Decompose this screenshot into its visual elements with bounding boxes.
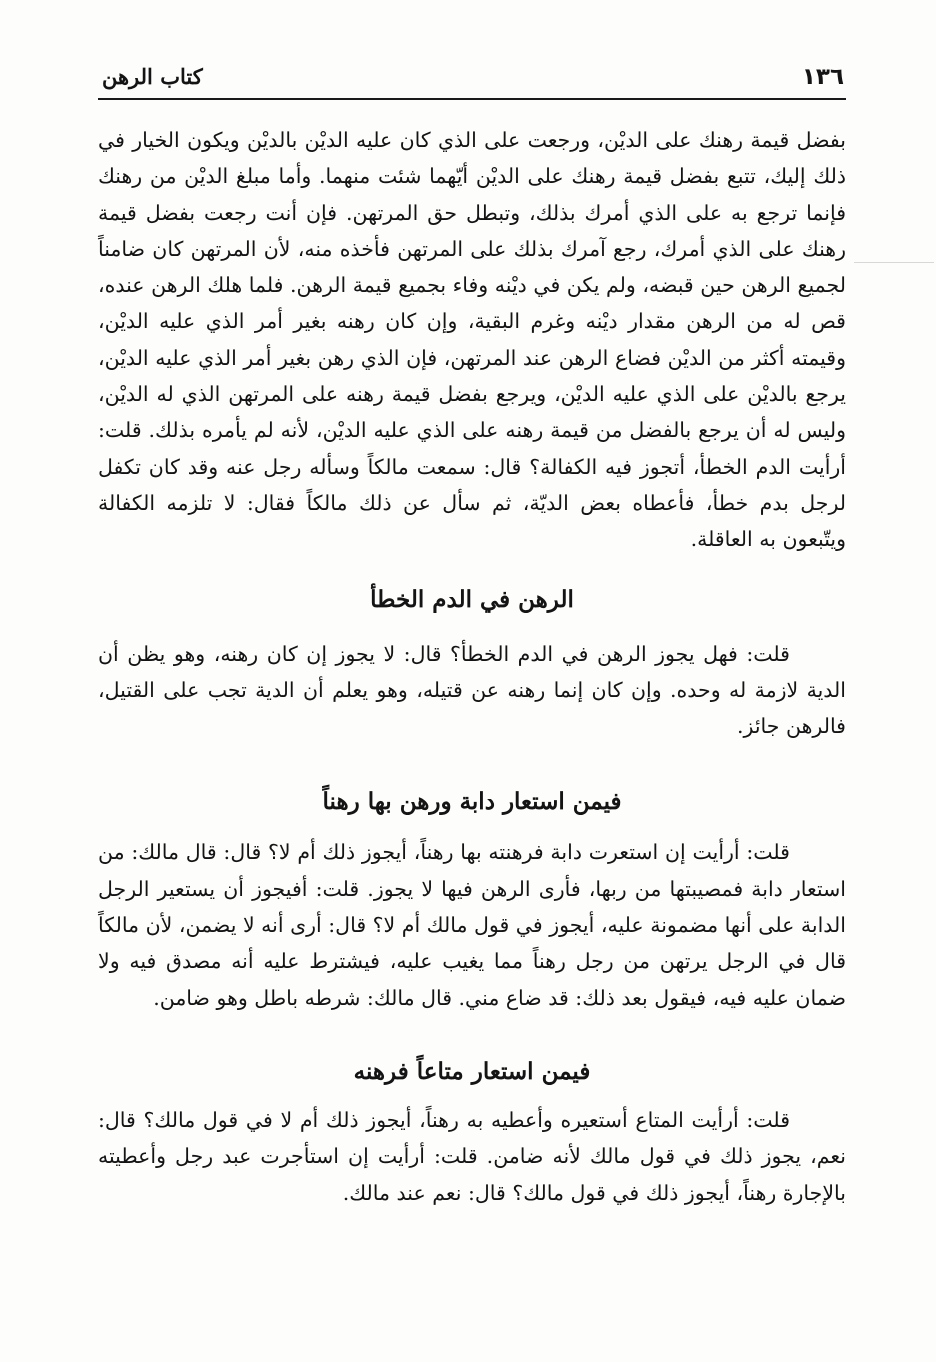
paragraph-borrowed-animal: قلت: أرأيت إن استعرت دابة فرهنته بها رهناً، أيجوز ذلك أم لا؟ قال: قال مالك: من استعار دابة فمصيبتها من ربها، فأرى الرهن فيها لا يجوز. قلت: أفيجوز أن يستعير الرجل الدابة على أنها مضمونة عليه، أيجوز في قول مالك أم لا؟ قال: أرى أنه لا يضمن، لأن مالكاً قال في الرجل يرتهن من رجل رهناً مما يغيب عليه، فيشترط عليه أنه مصدق فيه ولا ضمان عليه فيه، فيقول بعد ذلك: قد ضاع مني. قال مالك: شرطه باطل وهو ضامن. [98,840,846,1010]
paragraph-continuation: بفضل قيمة رهنك على الديْن، ورجعت على الذي كان عليه الديْن بالديْن ويكون الخيار في ذلك إليك، تتبع بفضل قيمة رهنك على الديْن أيّهما شئت منهما. وأما مبلغ الديْن من رهنك فإنما ترجع به على الذي أمرك بذلك، وتبطل حق المرتهن. فإن أنت رجعت بفضل قيمة رهنك على الذي أمرك، رجع آمرك بذلك على المرتهن فأخذه منه، لأن المرتهن كان ضامناً لجميع الرهن حين قبضه، ولم يكن في ديْنه وفاء بجميع قيمة الرهن. فلما هلك الرهن عنده، قص له من الرهن مقدار ديْنه وغرم البقية، وإن كان رهنه بغير أمر الذي عليه الديْن، وقيمته أكثر من الديْن فضاع الرهن عند المرتهن، فإن الذي رهن بغير أمر الذي عليه الديْن، يرجع بالديْن على الذي عليه الديْن، ويرجع بفضل قيمة رهنه على المرتهن الذي له الديْن، وليس له أن يرجع بالفضل من قيمة رهنه على الذي عليه الديْن، لأنه لم يأمره بذلك. قلت: أرأيت الدم الخطأ، أتجوز فيه الكفالة؟ قال: سمعت مالكاً وسأله رجل عنه وقد كان تكفل لرجل بدم خطأ، فأعطاه بعض الديّة، ثم سأل عن ذلك مالكاً فقال: لا تلزمه الكفالة ويتّبعون به العاقلة. [98,128,846,552]
paragraph-borrowed-goods: قلت: أرأيت المتاع أستعيره وأعطيه به رهناً، أيجوز ذلك أم لا في قول مالك؟ قال: نعم، يجوز ذلك في قول مالك لأنه ضامن. قلت: أرأيت إن استأجرت عبد رجل وأعطيته بالإجارة رهناً، أيجوز ذلك في قول مالك؟ قال: نعم عند مالك. [98,1107,846,1205]
section-heading-borrowed-goods: فيمن استعار متاعاً فرهنه [353,1057,591,1085]
running-header [98,58,846,100]
page-body [98,122,846,1211]
section-heading-blood-pledge: الرهن في الدم الخطأ [370,585,574,613]
page-number: ١٣٦ [801,64,844,90]
paragraph-blood-pledge: قلت: فهل يجوز الرهن في الدم الخطأ؟ قال: لا يجوز إن كان رهنه، وهو يظن أن الدية لازمة له وحده. وإن كان إنما رهنه عن قتيله، وهو يعلم أن الدية تجب على القتيل، فالرهن جائز. [98,641,846,739]
scan-artifact-line [854,262,934,263]
section-heading-borrowed-animal: فيمن استعار دابة ورهن بها رهناً [322,788,622,816]
book-title: كتاب الرهن [102,64,203,89]
